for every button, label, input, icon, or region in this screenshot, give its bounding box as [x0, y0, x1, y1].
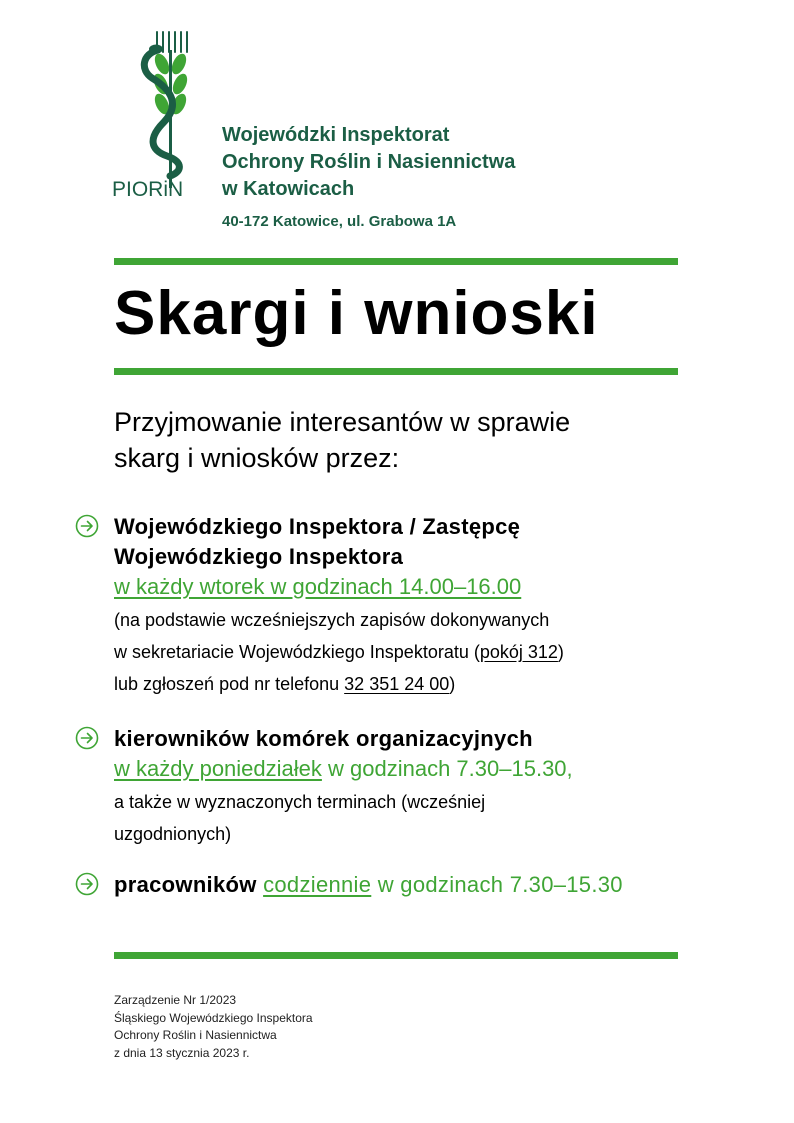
footer-reference [114, 992, 313, 1062]
wheat-snake-staff-logo-icon [112, 30, 194, 200]
piorin-logo [112, 30, 194, 200]
intro-line-2: skarg i wniosków przez: [114, 443, 400, 473]
item-note-line-2: uzgodnionych) [114, 824, 232, 844]
footer-line-1: Zarządzenie Nr 1/2023 [114, 993, 237, 1007]
page-title: Skargi i wnioski [114, 279, 599, 348]
schedule-day-link[interactable]: w każdy poniedziałek [114, 756, 322, 781]
item-note-line-1: a także w wyznaczonych terminach (wcześniej [114, 792, 486, 812]
phone-link[interactable]: 32 351 24 00 [344, 674, 450, 694]
item-line: pracowników codziennie w godzinach 7.30–15.30 [114, 872, 623, 897]
item-note-line-3: lub zgłoszeń pod nr telefonu 32 351 24 00) [114, 674, 456, 694]
footer-line-2: Śląskiego Wojewódzkiego Inspektora [114, 1010, 313, 1025]
footer-line-3: Ochrony Roślin i Nasiennictwa [114, 1028, 277, 1042]
schedule-day-link[interactable]: codziennie [263, 872, 372, 897]
item-heading: pracowników [114, 872, 257, 897]
org-address: 40-172 Katowice, ul. Grabowa 1A [222, 213, 457, 230]
item-note-line-1: (na podstawie wcześniejszych zapisów dokonywanych [114, 610, 550, 630]
org-name-line-1: Wojewódzki Inspektorat [222, 124, 450, 146]
item-schedule: w każdy poniedziałek w godzinach 7.30–15.30, [114, 756, 573, 781]
intro-line-1: Przyjmowanie interesantów w sprawie [114, 407, 571, 437]
intro-text [114, 404, 570, 476]
org-name-line-3: w Katowicach [222, 178, 355, 200]
divider-bottom [114, 952, 678, 959]
arrow-circle-right-icon [75, 872, 99, 896]
item-schedule-link[interactable]: w każdy wtorek w godzinach 14.00–16.00 [114, 574, 522, 599]
item-heading-line-2: Wojewódzkiego Inspektora [114, 544, 404, 569]
list-item-inspector [114, 512, 564, 700]
arrow-circle-right-icon [75, 726, 99, 750]
item-heading-line-1: Wojewódzkiego Inspektora / Zastępcę [114, 514, 521, 539]
list-item-managers [114, 724, 573, 850]
footer-line-4: z dnia 13 stycznia 2023 r. [114, 1045, 250, 1060]
org-name-line-2: Ochrony Roślin i Nasiennictwa [222, 151, 516, 173]
divider-title [114, 368, 678, 375]
item-note-line-2: w sekretariacie Wojewódzkiego Inspektoratu (pokój 312) [114, 642, 564, 662]
item-heading: kierowników komórek organizacyjnych [114, 726, 533, 751]
organization-header [222, 122, 515, 230]
arrow-circle-right-icon [75, 514, 99, 538]
list-item-employees [114, 870, 623, 900]
room-link[interactable]: pokój 312 [479, 642, 558, 662]
divider-top [114, 258, 678, 265]
logo-text: PIORiN [112, 178, 184, 200]
